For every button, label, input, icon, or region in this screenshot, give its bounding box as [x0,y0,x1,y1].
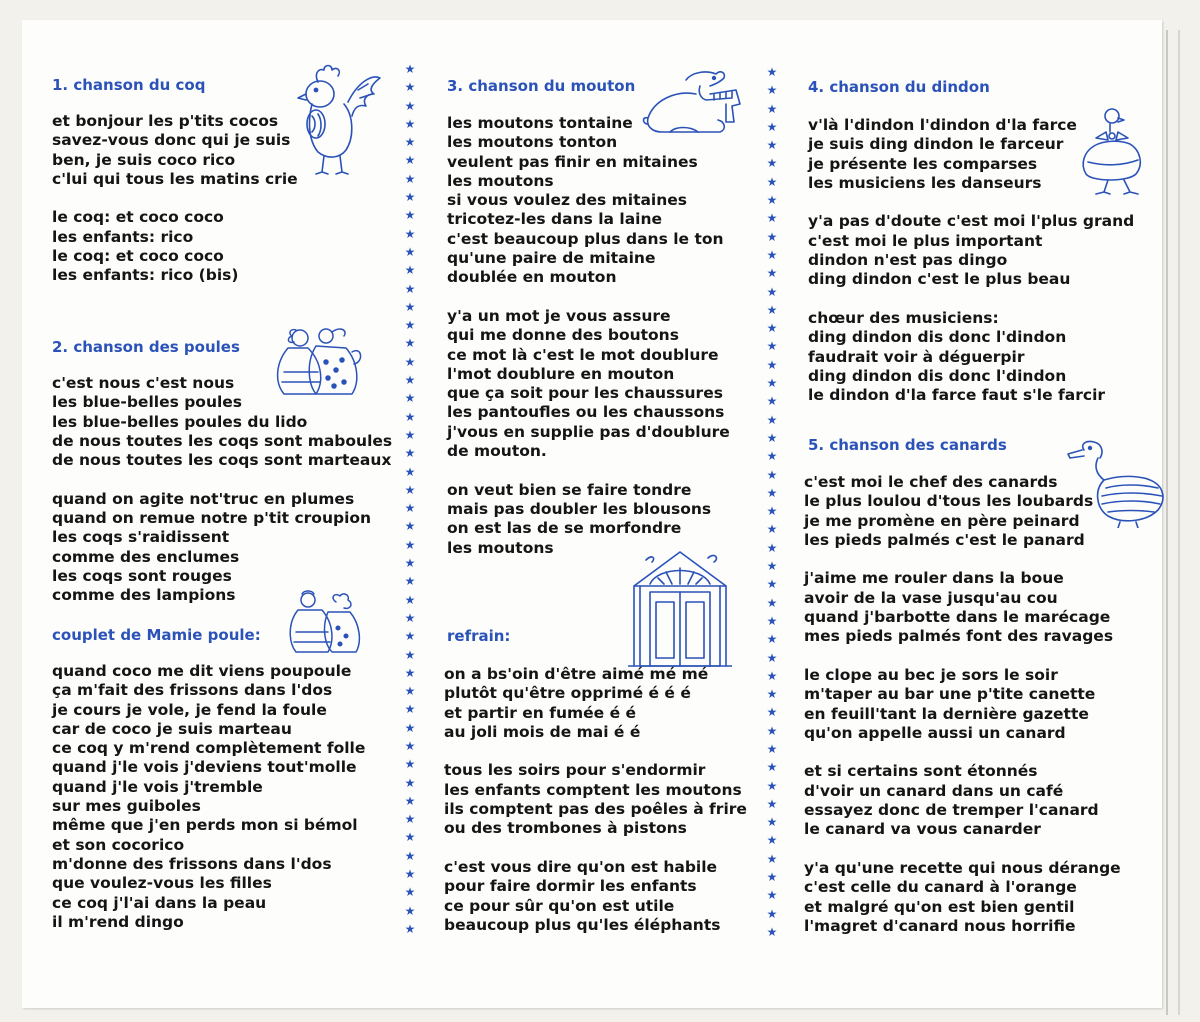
lyric-line: essayez donc de tremper l'canard [804,801,1099,820]
lyric-line: les pantoufles ou les chaussons [447,403,725,422]
lyric-line: au joli mois de mai é é [444,722,641,741]
lyric-line: on veut bien se faire tondre [447,480,692,499]
lyric-line: beaucoup plus qu'les éléphants [444,915,721,934]
lyric-line: c'est celle du canard à l'orange [804,878,1077,897]
star-icon: ★ [404,647,416,662]
star-icon: ★ [766,119,778,134]
stanza-break [52,470,392,489]
lyric-line: de nous toutes les coqs sont maboules [52,431,393,450]
star-icon: ★ [766,595,778,610]
lyric-line: m'taper au bar une p'tite canette [804,685,1096,704]
lyric-line: c'est moi le chef des canards [804,473,1058,491]
star-icon: ★ [766,796,778,811]
sleeve-edge [1178,30,1180,1015]
duck-icon [1064,436,1168,528]
lyrics-chanson-du-mouton [447,114,730,558]
lyric-line: les enfants comptent les moutons [444,780,742,799]
star-icon: ★ [766,485,778,500]
lyric-line: les moutons tonton [447,133,618,152]
lyric-line: ben, je suis coco rico [52,150,236,169]
lyric-line: quand on remue notre p'tit croupion [52,509,372,528]
stanza-break [804,743,1121,762]
lyric-line: j'aime me rouler dans la boue [804,569,1064,588]
star-icon: ★ [404,556,416,571]
stanza-break [447,461,730,480]
star-icon: ★ [766,211,778,226]
lyric-line: quand coco me dit viens poupoule [52,662,352,680]
lyric-line: et bonjour les p'tits cocos [52,112,279,130]
star-icon: ★ [766,229,778,244]
lyric-line: les musiciens les danseurs [808,173,1042,192]
lyric-line: c'est nous c'est nous [52,374,235,392]
star-icon: ★ [404,812,416,827]
star-icon: ★ [404,354,416,369]
star-icon: ★ [404,116,416,131]
stanza-break [808,290,1134,309]
star-icon: ★ [766,870,778,885]
lyric-line: comme des enclumes [52,547,240,566]
star-icon: ★ [404,793,416,808]
lyric-line: quand j'le vois j'tremble [52,777,263,796]
lyric-line: ce pour sûr qu'on est utile [444,896,675,915]
star-icon: ★ [766,394,778,409]
lyric-line: plutôt qu'être opprimé é é é [444,684,691,703]
star-icon: ★ [404,62,416,76]
lyric-line: savez-vous donc qui je suis [52,131,291,150]
lyric-line: qu'on appelle aussi un canard [804,723,1066,742]
star-icon: ★ [404,80,416,95]
lyric-line: les pieds palmés c'est le panard [804,530,1085,549]
stanza-break [447,288,730,307]
star-icon: ★ [404,299,416,314]
star-icon: ★ [766,924,778,939]
lyric-line: de nous toutes les coqs sont marteaux [52,451,392,470]
star-icon: ★ [766,266,778,281]
star-icon: ★ [766,504,778,519]
star-icon: ★ [766,815,778,830]
star-icon: ★ [766,156,778,171]
star-icon: ★ [404,190,416,205]
star-icon: ★ [766,83,778,98]
hens-icon [266,322,366,402]
lyrics-refrain [444,665,747,935]
star-icon: ★ [404,135,416,150]
star-icon: ★ [404,409,416,424]
lyric-line: et son cocorico [52,835,185,854]
star-icon: ★ [766,357,778,372]
lyric-line: quand on agite not'truc en plumes [52,489,355,508]
lyric-line: doublée en mouton [447,268,617,287]
star-icon: ★ [404,226,416,241]
lyric-line: qui me donne des boutons [447,326,679,345]
star-icon: ★ [404,757,416,772]
stanza-break [444,839,747,858]
star-divider-left [400,60,420,938]
lyric-line: ou des trombones à pistons [444,819,687,838]
lyric-line: chœur des musiciens: [808,308,999,327]
lyric-line: ça m'fait des frissons dans l'dos [52,681,333,700]
lyric-line: mais pas doubler les blousons [447,499,712,518]
star-icon: ★ [404,830,416,845]
lyric-line: que voulez-vous les filles [52,874,272,893]
lyric-line: y'a pas d'doute c'est moi l'plus grand [808,212,1135,231]
lyrics-chanson-des-poules [52,374,392,606]
lyric-line: je suis ding dindon le farceur [808,135,1064,154]
lyric-line: ding dindon c'est le plus beau [808,270,1071,289]
lyric-line: en feuill'tant la dernière gazette [804,704,1089,723]
star-icon: ★ [766,906,778,921]
lyric-line: que ça soit pour les chaussures [447,384,723,403]
star-icon: ★ [404,592,416,607]
star-icon: ★ [404,391,416,406]
lyric-line: qu'une paire de mitaine [447,249,656,268]
star-icon: ★ [404,427,416,442]
heading-chanson-des-canards: 5. chanson des canards [808,436,1007,454]
star-icon: ★ [404,519,416,534]
star-icon: ★ [404,537,416,552]
lyric-line: ce coq j'l'ai dans la peau [52,893,267,912]
star-icon: ★ [404,921,416,936]
lyric-line: le plus loulou d'tous les loubards [804,492,1094,511]
star-divider-right [762,63,782,941]
lyric-line: ding dindon dis donc l'dindon [808,366,1067,385]
lyric-line: faudrait voir à déguerpir [808,347,1025,366]
lyric-line: et si certains sont étonnés [804,762,1038,781]
star-icon: ★ [766,321,778,336]
sheep-icon [640,64,750,144]
star-icon: ★ [766,687,778,702]
star-icon: ★ [404,610,416,625]
star-icon: ★ [404,318,416,333]
star-icon: ★ [404,464,416,479]
heading-couplet-mamie-poule: couplet de Mamie poule: [52,626,261,644]
lyric-line: ce mot là c'est le mot doublure [447,345,719,364]
star-icon: ★ [404,98,416,113]
star-icon: ★ [404,373,416,388]
rooster-icon [288,60,388,180]
star-icon: ★ [404,665,416,680]
lyric-line: le canard va vous canarder [804,820,1041,839]
heading-chanson-du-mouton: 3. chanson du mouton [447,77,636,95]
lyric-line: les blue-belles poules du lido [52,412,308,431]
lyric-line: quand j'barbotte dans le marécage [804,608,1111,627]
lyric-line: l'mot doublure en mouton [447,364,675,383]
lyric-line: les coqs sont rouges [52,566,232,585]
lyric-line: les coqs s'raidissent [52,528,230,547]
lyric-line: on est las de se morfondre [447,519,682,538]
lyric-line: de mouton. [447,442,547,461]
star-icon: ★ [404,848,416,863]
lyric-line: v'là l'dindon l'dindon d'la farce [808,116,1077,134]
star-icon: ★ [404,629,416,644]
star-icon: ★ [766,650,778,665]
star-icon: ★ [766,888,778,903]
star-icon: ★ [404,153,416,168]
star-icon: ★ [766,430,778,445]
star-icon: ★ [404,702,416,717]
lyric-line: si vous voulez des mitaines [447,191,688,210]
lyric-line: même que j'en perds mon si bémol [52,816,358,835]
lyric-line: veulent pas finir en mitaines [447,152,698,171]
lyric-line: tous les soirs pour s'endormir [444,761,706,780]
star-icon: ★ [766,851,778,866]
barn-gate-icon [628,546,732,670]
star-icon: ★ [404,775,416,790]
lyric-line: on a bs'oin d'être aimé mé mé [444,665,709,683]
star-icon: ★ [766,833,778,848]
lyric-line: le clope au bec je sors le soir [804,665,1058,684]
stanza-break [444,742,747,761]
lyric-line: il m'rend dingo [52,912,184,931]
star-icon: ★ [404,738,416,753]
star-icon: ★ [404,281,416,296]
lyric-line: les moutons tontaine [447,114,633,132]
turkey-icon [1074,102,1154,198]
stanza-break [804,840,1121,859]
star-icon: ★ [766,412,778,427]
star-icon: ★ [404,885,416,900]
star-icon: ★ [766,577,778,592]
lyric-line: pour faire dormir les enfants [444,877,697,896]
heading-chanson-du-coq: 1. chanson du coq [52,76,206,94]
star-icon: ★ [766,778,778,793]
lyric-line: y'a qu'une recette qui nous dérange [804,858,1121,877]
star-icon: ★ [404,903,416,918]
mamie-hen-icon [284,588,364,658]
lyric-line: les enfants: rico [52,227,194,246]
lyric-line: j'vous en supplie pas d'doublure [447,422,730,441]
lyric-line: ding dindon dis donc l'dindon [808,328,1067,347]
lyric-line: quand j'le vois j'deviens tout'molle [52,758,357,777]
star-icon: ★ [766,449,778,464]
star-icon: ★ [766,284,778,299]
lyric-line: mes pieds palmés font des ravages [804,627,1114,646]
heading-chanson-du-dindon: 4. chanson du dindon [808,78,990,96]
lyric-line: avoir de la vase jusqu'au cou [804,588,1058,607]
lyric-line: je me promène en père peinard [804,511,1080,530]
heading-chanson-des-poules: 2. chanson des poules [52,338,240,356]
star-icon: ★ [404,263,416,278]
star-icon: ★ [404,867,416,882]
stanza-break [52,189,298,208]
lyric-line: les enfants: rico (bis) [52,266,239,285]
lyric-line: les blue-belles poules [52,393,243,412]
lyric-line: c'est vous dire qu'on est habile [444,857,718,876]
lyric-line: le coq: et coco coco [52,208,224,227]
star-icon: ★ [404,446,416,461]
lyric-line: y'a un mot je vous assure [447,306,671,325]
star-icon: ★ [766,540,778,555]
star-icon: ★ [404,574,416,589]
lyric-line: ils comptent pas des poêles à frire [444,800,747,819]
star-icon: ★ [404,720,416,735]
star-icon: ★ [766,613,778,628]
star-icon: ★ [766,668,778,683]
star-icon: ★ [766,138,778,153]
lyric-line: et malgré qu'on est bien gentil [804,897,1075,916]
star-icon: ★ [404,482,416,497]
lyric-line: tricotez-les dans la laine [447,210,663,229]
star-icon: ★ [766,302,778,317]
star-icon: ★ [404,501,416,516]
star-icon: ★ [404,171,416,186]
star-icon: ★ [766,559,778,574]
star-icon: ★ [766,339,778,354]
lyric-line: et partir en fumée é é [444,703,636,722]
lyric-line: je présente les comparses [808,154,1038,173]
star-icon: ★ [404,208,416,223]
lyric-line: c'lui qui tous les matins crie [52,169,298,188]
lyrics-chanson-des-canards [804,473,1121,936]
lyric-line: c'est beaucoup plus dans le ton [447,229,724,248]
lyric-line: je cours je vole, je fend la foule [52,700,327,719]
star-icon: ★ [766,65,778,79]
lyric-line: car de coco je suis marteau [52,719,292,738]
lyric-line: l'magret d'canard nous horrifie [804,916,1076,935]
star-icon: ★ [766,467,778,482]
lyric-line: d'voir un canard dans un café [804,781,1064,800]
heading-refrain: refrain: [447,627,511,645]
star-icon: ★ [766,101,778,116]
star-icon: ★ [766,376,778,391]
lyric-line: m'donne des frissons dans l'dos [52,854,332,873]
star-icon: ★ [766,174,778,189]
star-icon: ★ [404,244,416,259]
lyric-line: les moutons [447,171,554,190]
lyrics-chanson-du-coq [52,112,298,286]
lyric-line: sur mes guiboles [52,797,201,816]
lyric-line: les moutons [447,538,554,557]
star-icon: ★ [404,336,416,351]
lyric-line: c'est moi le plus important [808,231,1043,250]
star-icon: ★ [766,632,778,647]
star-icon: ★ [766,705,778,720]
lyric-line: ce coq y m'rend complètement folle [52,739,366,758]
star-icon: ★ [766,522,778,537]
lyric-line: le dindon d'la farce faut s'le farcir [808,386,1106,405]
star-icon: ★ [766,723,778,738]
lyric-line: le coq: et coco coco [52,247,224,266]
star-icon: ★ [766,760,778,775]
star-icon: ★ [404,684,416,699]
stanza-break [804,647,1121,666]
star-icon: ★ [766,193,778,208]
stanza-break [804,550,1121,569]
lyrics-couplet-mamie-poule [52,662,365,932]
lyric-line: comme des lampions [52,586,236,605]
star-icon: ★ [766,247,778,262]
lyric-line: dindon n'est pas dingo [808,251,1008,270]
star-icon: ★ [766,741,778,756]
